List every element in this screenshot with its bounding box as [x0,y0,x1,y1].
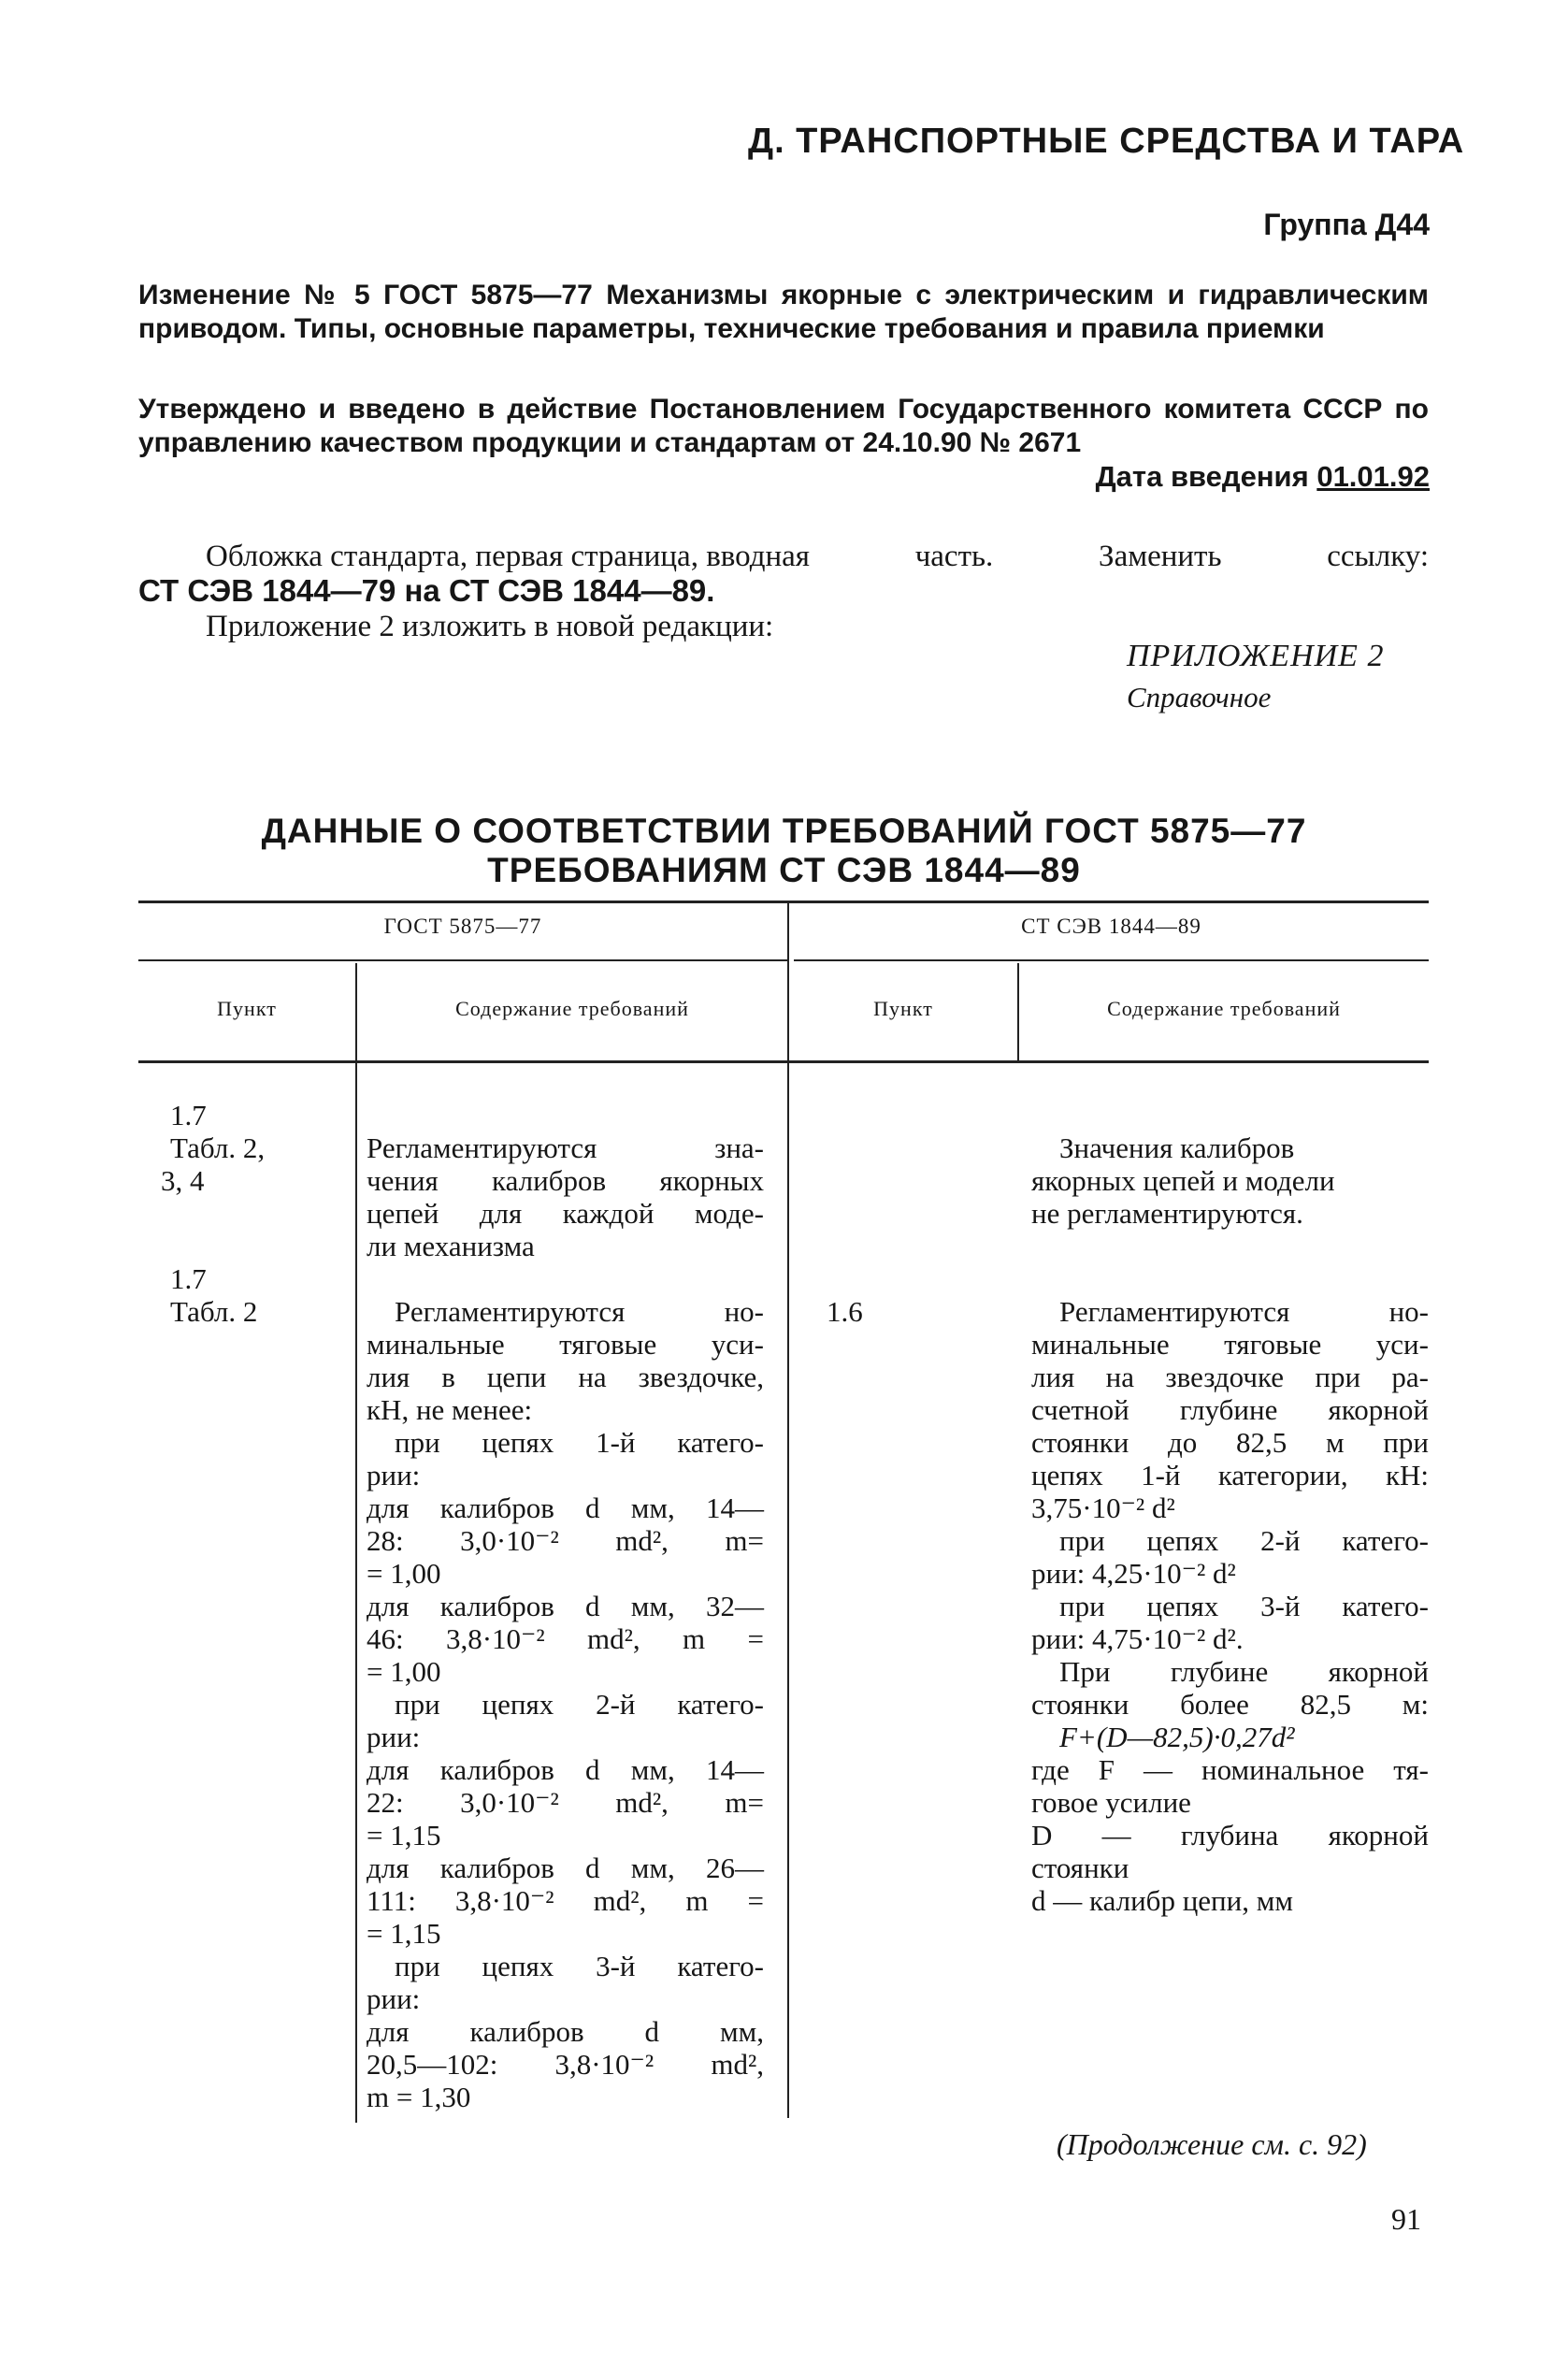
header-group-gost: ГОСТ 5875—77 [383,915,542,938]
text-line: Регламентируются но- [1059,1295,1429,1328]
table-row-2-gost-text [367,1295,764,2113]
appendix-label: ПРИЛОЖЕНИЕ 2 [1127,639,1385,673]
text-line: лия на звездочке при ра- [1031,1361,1429,1393]
text-line: = 1,00 [367,1655,441,1688]
text-line: для калибров d мм, 14— [367,1753,764,1786]
cover-reference: СТ СЭВ 1844—79 на СТ СЭВ 1844—89. [138,573,715,608]
text-line: 3,75·10⁻² d² [1031,1491,1175,1524]
table-title-line-2: ТРЕБОВАНИЯМ СТ СЭВ 1844—89 [487,851,1081,889]
group-rule-left [138,959,787,961]
cover-text-d: ссылку: [1327,540,1429,573]
header-col-content-2: Содержание требований [1107,997,1341,1020]
point-line: 3, 4 [161,1164,205,1197]
text-line: D — глубина якорной [1031,1819,1429,1851]
text-line: m = 1,30 [367,2081,471,2113]
appendix-sub: Справочное [1127,681,1272,713]
point-line: 1.7 [170,1262,207,1295]
text-line: для калибров d мм, 14— [367,1491,764,1524]
table-row-2-gost-point [161,1262,257,1328]
text-line: лия в цепи на звездочке, [367,1361,764,1393]
text-line: 20,5—102: 3,8·10⁻² md², [367,2048,764,2081]
text-line: при цепях 3-й катего- [1059,1590,1429,1622]
continuation-note: (Продолжение см. с. 92) [1057,2127,1367,2161]
group-divider [787,902,789,2118]
text-line: для калибров d мм, [367,2015,764,2048]
group-label: Группа Д44 [1263,208,1430,241]
text-line: стоянки [1031,1851,1129,1884]
text-line: для калибров d мм, 26— [367,1851,764,1884]
text-line: стоянки до 82,5 м при [1031,1426,1429,1459]
table-row-1-gost-text [367,1131,764,1262]
date-line [1096,460,1430,494]
text-line: для калибров d мм, 32— [367,1590,764,1622]
table-row-1-st-text [1031,1131,1429,1230]
text-line: 22: 3,0·10⁻² md², m= [367,1786,764,1819]
text-line: при цепях 2-й катего- [395,1688,764,1721]
group-rule-right [794,959,1429,961]
text-line: чения калибров якорных [367,1164,764,1197]
text-line: рии: [367,1721,421,1753]
text-line: Регламентируются зна- [367,1131,764,1164]
text-line: = 1,15 [367,1917,441,1950]
text-line: рии: [367,1459,421,1491]
point-line: 1.7 [170,1099,207,1131]
text-line: цепях 1-й категории, кН: [1031,1459,1429,1491]
table-top-rule [138,901,1429,903]
point-line: 1.6 [827,1295,863,1328]
text-line: при цепях 3-й катего- [395,1950,764,1982]
text-line: 28: 3,0·10⁻² md², m= [367,1524,764,1557]
cover-text-a: Обложка стандарта, первая страница, вводная [206,540,810,573]
text-line: Значения калибров [1059,1131,1295,1164]
text-line: говое усилие [1031,1786,1191,1819]
text-line: при цепях 1-й катего- [395,1426,764,1459]
text-line: ли механизма [367,1230,535,1262]
text-line: рии: 4,75·10⁻² d². [1031,1622,1244,1655]
text-line: при цепях 2-й катего- [1059,1524,1429,1557]
text-line: 46: 3,8·10⁻² md², m = [367,1622,764,1655]
text-line: F+(D—82,5)·0,27d² [1059,1721,1295,1753]
date-label: Дата введения [1095,460,1309,493]
table-title-line-1: ДАННЫЕ О СООТВЕТСТВИИ ТРЕБОВАНИЙ ГОСТ 5875—77 [261,812,1307,850]
text-line: рии: 4,25·10⁻² d² [1031,1557,1236,1590]
page-number: 91 [1391,2202,1421,2236]
cover-text-b: часть. [914,540,994,573]
table-row-1-gost-point [161,1099,265,1197]
header-col-content: Содержание требований [455,997,689,1020]
text-line: 111: 3,8·10⁻² md², m = [367,1884,764,1917]
text-line: = 1,00 [367,1557,441,1590]
date-value: 01.01.92 [1316,460,1430,493]
point-line: Табл. 2, [170,1131,266,1164]
cover-instruction [206,538,1429,575]
header-col-point-2: Пункт [873,997,933,1020]
approval-text: Утверждено и введено в действие Постановлением Государственного комитета СССР по управлению качеством продукции и стандартам от 24.10.90 № 2671 [138,394,1429,458]
text-line: счетной глубине якорной [1031,1393,1429,1426]
col-divider-1 [355,963,357,2123]
table-row-2-st-point [827,1295,863,1328]
header-bottom-rule [138,1060,1429,1063]
header-col-point: Пункт [217,997,277,1020]
text-line: рии: [367,1982,421,2015]
text-line: где F — номинальное тя- [1031,1753,1429,1786]
text-line: Регламентируются но- [395,1295,764,1328]
text-line: якорных цепей и модели [1031,1164,1335,1197]
text-line: минальные тяговые уси- [1031,1328,1429,1361]
change-title: Изменение № 5 ГОСТ 5875—77 Механизмы якорные с электрическим и гидравлическим приводом. Типы, основные параметры, технические требования и правила приемки [138,280,1429,344]
point-line: Табл. 2 [170,1295,258,1328]
text-line: При глубине якорной [1059,1655,1429,1688]
section-title: Д. ТРАНСПОРТНЫЕ СРЕДСТВА И ТАРА [748,122,1465,161]
text-line: кН, не менее: [367,1393,533,1426]
text-line: минальные тяговые уси- [367,1328,764,1361]
text-line: стоянки более 82,5 м: [1031,1688,1429,1721]
cover-text-c: Заменить [1099,540,1222,573]
appendix-instruction: Приложение 2 изложить в новой редакции: [206,610,774,643]
text-line: = 1,15 [367,1819,441,1851]
text-line: цепей для каждой моде- [367,1197,764,1230]
text-line: не регламентируются. [1031,1197,1303,1230]
table-row-2-st-text [1031,1295,1429,1917]
header-group-st: СТ СЭВ 1844—89 [1021,915,1201,938]
text-line: d — калибр цепи, мм [1031,1884,1293,1917]
